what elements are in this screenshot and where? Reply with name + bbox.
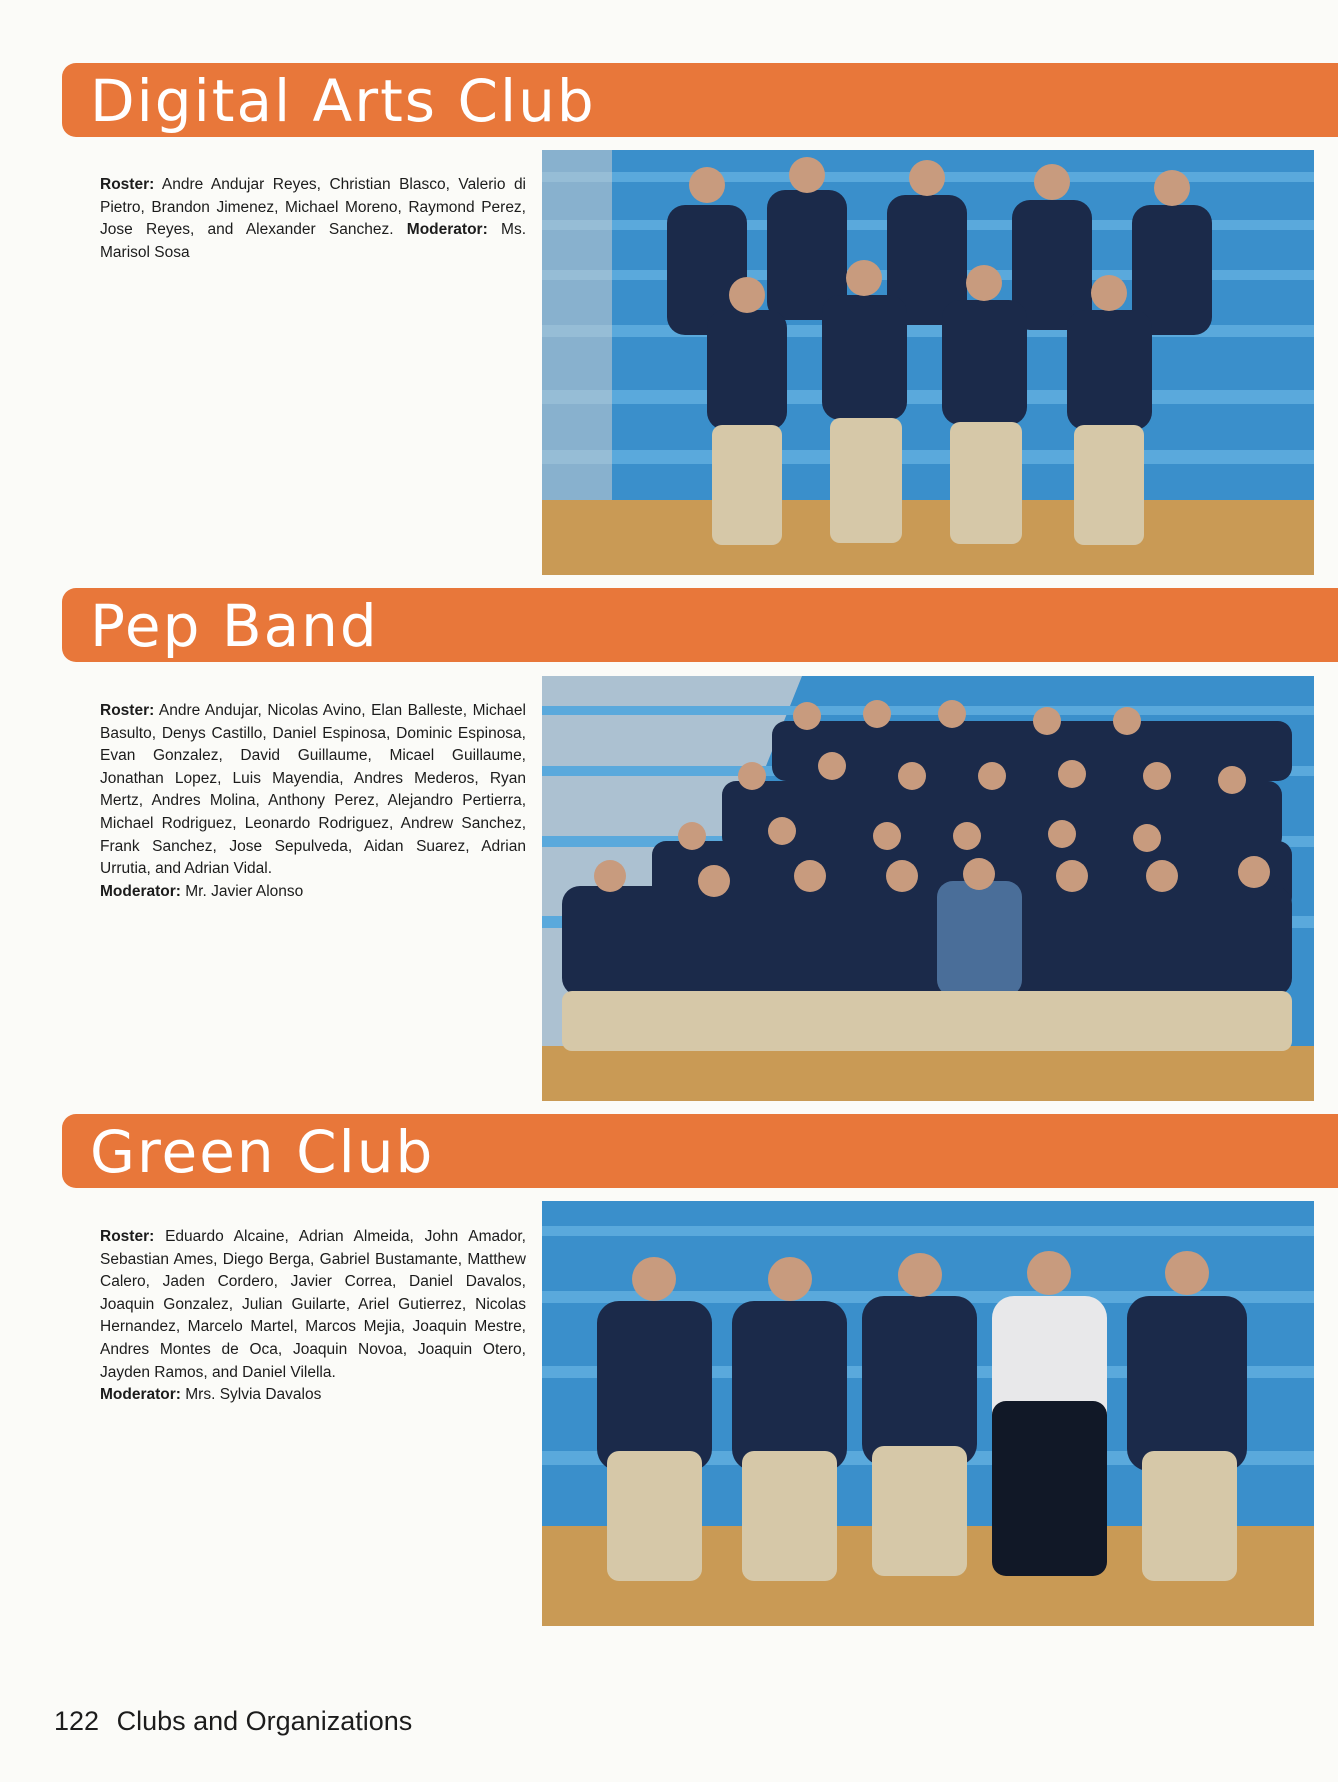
- page-footer: [54, 1706, 412, 1737]
- moderator-name: Mr. Javier Alonso: [185, 882, 304, 900]
- roster-pep-band: [100, 700, 526, 903]
- roster-names: Andre Andujar, Nicolas Avino, Elan Balleste, Michael Basulto, Denys Castillo, Daniel Espinosa, Dominic Espinosa, Evan Gonzalez, David Guillaume, Micael Guillaume, Jonathan Lopez, Luis Mayendia, Andres Mederos, Ryan Mertz, Andres Molina, Anthony Perez, Alejandro Pertierra, Michael Rodriguez, Leonardo Rodriguez, Andrew Sanchez, Frank Sanchez, Jose Sepulveda, Aidan Suarez, Adrian Urrutia, and Adrian Vidal.: [100, 702, 526, 878]
- roster-digital-arts-club: [100, 174, 526, 264]
- page-number: 122: [54, 1706, 100, 1736]
- moderator-label: Moderator:: [406, 221, 488, 239]
- section-title: Pep Band: [90, 592, 379, 660]
- moderator-label: Moderator:: [100, 1386, 181, 1404]
- section-name: Clubs and Organizations: [116, 1706, 413, 1736]
- roster-label: Roster:: [100, 176, 155, 193]
- section-title: Digital Arts Club: [90, 67, 596, 135]
- roster-green-club: [100, 1226, 526, 1407]
- roster-label: Roster:: [100, 702, 155, 719]
- group-photo-green-club: [542, 1201, 1314, 1626]
- section-banner-digital-arts-club: [62, 63, 1338, 137]
- section-banner-green-club: [62, 1114, 1338, 1188]
- roster-names: Eduardo Alcaine, Adrian Almeida, John Amador, Sebastian Ames, Diego Berga, Gabriel Bustamante, Matthew Calero, Jaden Cordero, Javier Correa, Daniel Davalos, Joaquin Gonzalez, Julian Guilarte, Ariel Gutierrez, Nicolas Hernandez, Marcelo Martel, Marcos Mejia, Joaquin Mestre, Andres Montes de Oca, Joaquin Novoa, Joaquin Otero, Jayden Ramos, and Daniel Vilella.: [100, 1228, 526, 1381]
- moderator-label: Moderator:: [100, 882, 181, 900]
- group-photo-digital-arts-club: [542, 150, 1314, 575]
- section-title: Green Club: [90, 1118, 435, 1186]
- roster-names: Andre Andujar Reyes, Christian Blasco, Valerio di Pietro, Brandon Jimenez, Michael Moreno, Raymond Perez, Jose Reyes, and Alexander Sanchez.: [100, 176, 527, 239]
- section-banner-pep-band: [62, 588, 1338, 662]
- group-photo-pep-band: [542, 676, 1314, 1101]
- moderator-name: Mrs. Sylvia Davalos: [185, 1386, 322, 1404]
- moderator-name: Ms. Marisol Sosa: [100, 221, 526, 261]
- roster-label: Roster:: [100, 1228, 155, 1245]
